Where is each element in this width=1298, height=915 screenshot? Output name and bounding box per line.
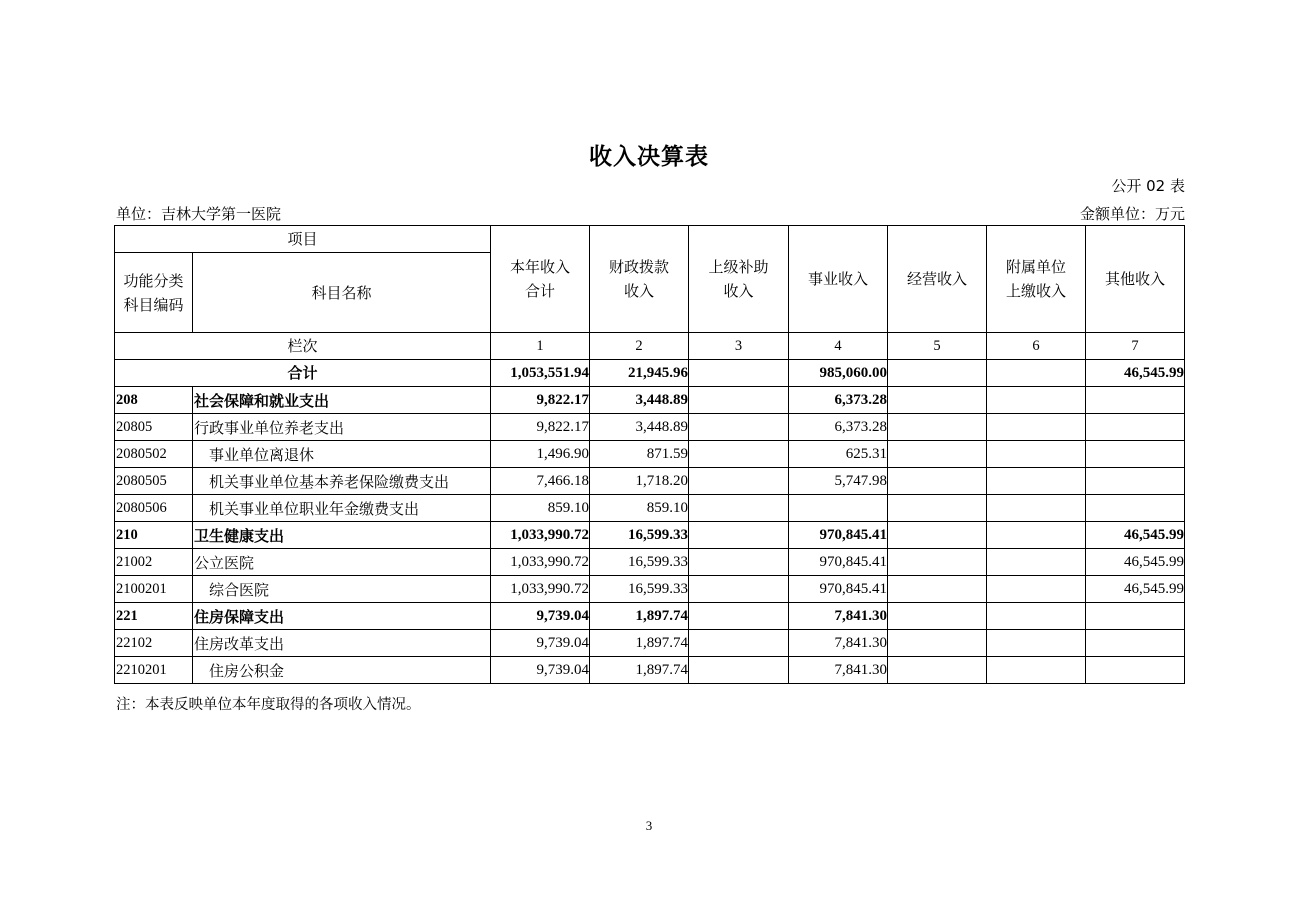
amount-cell xyxy=(1086,495,1185,522)
total-label: 合计 xyxy=(115,360,491,387)
amount-cell xyxy=(987,387,1086,414)
amount-cell: 16,599.33 xyxy=(590,549,689,576)
amount-cell xyxy=(1086,630,1185,657)
footnote: 注：本表反映单位本年度取得的各项收入情况。 xyxy=(116,697,421,713)
total-value xyxy=(689,360,789,387)
amount-cell: 970,845.41 xyxy=(789,522,888,549)
amount-cell xyxy=(689,522,789,549)
subject-name: 卫生健康支出 xyxy=(193,522,491,549)
table-row xyxy=(115,495,1185,522)
amount-cell xyxy=(888,414,987,441)
subject-name: 住房改革支出 xyxy=(193,630,491,657)
table-row xyxy=(115,441,1185,468)
page-title: 收入决算表 xyxy=(589,143,709,170)
amount-cell: 3,448.89 xyxy=(590,387,689,414)
amount-cell: 625.31 xyxy=(789,441,888,468)
amount-cell xyxy=(987,468,1086,495)
header-business-income: 事业收入 xyxy=(789,226,888,333)
header-superior-subsidy: 上级补助 收入 xyxy=(689,226,789,333)
amount-cell xyxy=(888,387,987,414)
subject-code: 20805 xyxy=(115,414,193,441)
subject-code: 2080506 xyxy=(115,495,193,522)
amount-cell xyxy=(689,576,789,603)
amount-cell: 1,897.74 xyxy=(590,630,689,657)
amount-cell xyxy=(987,441,1086,468)
amount-cell xyxy=(888,495,987,522)
amount-cell xyxy=(888,522,987,549)
amount-cell: 9,739.04 xyxy=(491,657,590,684)
amount-cell: 7,841.30 xyxy=(789,603,888,630)
amount-cell xyxy=(888,576,987,603)
table-row xyxy=(115,468,1185,495)
amount-cell: 46,545.99 xyxy=(1086,576,1185,603)
amount-cell xyxy=(689,441,789,468)
table-row xyxy=(115,522,1185,549)
amount-cell xyxy=(987,522,1086,549)
amount-cell xyxy=(1086,387,1185,414)
subject-code: 2100201 xyxy=(115,576,193,603)
amount-cell xyxy=(689,630,789,657)
subject-code: 2080505 xyxy=(115,468,193,495)
amount-cell xyxy=(1086,414,1185,441)
total-value xyxy=(888,360,987,387)
amount-cell: 9,739.04 xyxy=(491,630,590,657)
subject-code: 221 xyxy=(115,603,193,630)
header-subject-name: 科目名称 xyxy=(193,253,491,333)
lanci-label: 栏次 xyxy=(115,333,491,360)
amount-cell: 970,845.41 xyxy=(789,576,888,603)
table-row xyxy=(115,576,1185,603)
amount-cell xyxy=(888,603,987,630)
amount-cell: 859.10 xyxy=(590,495,689,522)
income-table xyxy=(114,225,1185,684)
amount-cell: 9,822.17 xyxy=(491,387,590,414)
subject-code: 2210201 xyxy=(115,657,193,684)
amount-cell: 1,033,990.72 xyxy=(491,549,590,576)
amount-cell: 6,373.28 xyxy=(789,414,888,441)
amount-cell: 3,448.89 xyxy=(590,414,689,441)
subject-name: 机关事业单位职业年金缴费支出 xyxy=(193,495,491,522)
header-function-code: 功能分类 科目编码 xyxy=(115,253,193,333)
amount-cell xyxy=(888,630,987,657)
lanci-number: 2 xyxy=(590,333,689,360)
header-project: 项目 xyxy=(115,226,491,253)
table-row xyxy=(115,657,1185,684)
amount-cell xyxy=(689,603,789,630)
lanci-number: 7 xyxy=(1086,333,1185,360)
amount-cell: 859.10 xyxy=(491,495,590,522)
amount-cell xyxy=(888,468,987,495)
amount-cell xyxy=(987,576,1086,603)
page-number: 3 xyxy=(645,818,653,833)
total-value: 21,945.96 xyxy=(590,360,689,387)
amount-cell xyxy=(987,495,1086,522)
subject-name: 行政事业单位养老支出 xyxy=(193,414,491,441)
amount-cell: 7,466.18 xyxy=(491,468,590,495)
amount-cell xyxy=(789,495,888,522)
subject-name: 社会保障和就业支出 xyxy=(193,387,491,414)
table-row xyxy=(115,549,1185,576)
lanci-number: 6 xyxy=(987,333,1086,360)
subject-name: 公立医院 xyxy=(193,549,491,576)
subject-code: 208 xyxy=(115,387,193,414)
subject-code: 22102 xyxy=(115,630,193,657)
lanci-number: 3 xyxy=(689,333,789,360)
amount-cell: 1,496.90 xyxy=(491,441,590,468)
total-value: 985,060.00 xyxy=(789,360,888,387)
amount-cell: 7,841.30 xyxy=(789,630,888,657)
amount-cell: 9,739.04 xyxy=(491,603,590,630)
table-row xyxy=(115,387,1185,414)
amount-cell xyxy=(689,387,789,414)
reporting-unit: 单位：吉林大学第一医院 xyxy=(116,205,282,223)
amount-cell xyxy=(1086,441,1185,468)
amount-cell xyxy=(987,657,1086,684)
amount-cell xyxy=(987,549,1086,576)
amount-cell xyxy=(689,657,789,684)
header-operating-income: 经营收入 xyxy=(888,226,987,333)
header-affiliated-units: 附属单位 上缴收入 xyxy=(987,226,1086,333)
amount-cell: 1,897.74 xyxy=(590,603,689,630)
subject-code: 2080502 xyxy=(115,441,193,468)
amount-cell: 871.59 xyxy=(590,441,689,468)
header-total-income: 本年收入 合计 xyxy=(491,226,590,333)
amount-unit: 金额单位：万元 xyxy=(1079,205,1185,223)
subject-name: 机关事业单位基本养老保险缴费支出 xyxy=(193,468,491,495)
amount-cell xyxy=(1086,657,1185,684)
amount-cell xyxy=(888,441,987,468)
amount-cell: 7,841.30 xyxy=(789,657,888,684)
amount-cell xyxy=(987,603,1086,630)
header-fiscal-appropriation: 财政拨款 收入 xyxy=(590,226,689,333)
amount-cell xyxy=(888,657,987,684)
amount-cell xyxy=(987,630,1086,657)
amount-cell: 1,033,990.72 xyxy=(491,522,590,549)
amount-cell xyxy=(1086,603,1185,630)
amount-cell: 46,545.99 xyxy=(1086,549,1185,576)
amount-cell: 1,897.74 xyxy=(590,657,689,684)
subject-name: 住房保障支出 xyxy=(193,603,491,630)
amount-cell: 46,545.99 xyxy=(1086,522,1185,549)
amount-cell xyxy=(689,549,789,576)
table-row xyxy=(115,603,1185,630)
amount-cell: 970,845.41 xyxy=(789,549,888,576)
amount-cell: 16,599.33 xyxy=(590,522,689,549)
total-value: 1,053,551.94 xyxy=(491,360,590,387)
total-value: 46,545.99 xyxy=(1086,360,1185,387)
subject-code: 210 xyxy=(115,522,193,549)
lanci-number: 4 xyxy=(789,333,888,360)
amount-cell xyxy=(987,414,1086,441)
amount-cell: 1,718.20 xyxy=(590,468,689,495)
total-value xyxy=(987,360,1086,387)
total-row xyxy=(115,360,1185,387)
amount-cell: 9,822.17 xyxy=(491,414,590,441)
header-other-income: 其他收入 xyxy=(1086,226,1185,333)
table-row xyxy=(115,630,1185,657)
subject-name: 事业单位离退休 xyxy=(193,441,491,468)
subject-name: 综合医院 xyxy=(193,576,491,603)
table-row xyxy=(115,414,1185,441)
amount-cell: 1,033,990.72 xyxy=(491,576,590,603)
amount-cell xyxy=(888,549,987,576)
subject-code: 21002 xyxy=(115,549,193,576)
amount-cell: 16,599.33 xyxy=(590,576,689,603)
lanci-number: 1 xyxy=(491,333,590,360)
amount-cell xyxy=(689,414,789,441)
amount-cell xyxy=(689,495,789,522)
form-number: 公开 02 表 xyxy=(1111,177,1185,195)
amount-cell: 5,747.98 xyxy=(789,468,888,495)
amount-cell: 6,373.28 xyxy=(789,387,888,414)
lanci-number: 5 xyxy=(888,333,987,360)
amount-cell xyxy=(1086,468,1185,495)
subject-name: 住房公积金 xyxy=(193,657,491,684)
amount-cell xyxy=(689,468,789,495)
